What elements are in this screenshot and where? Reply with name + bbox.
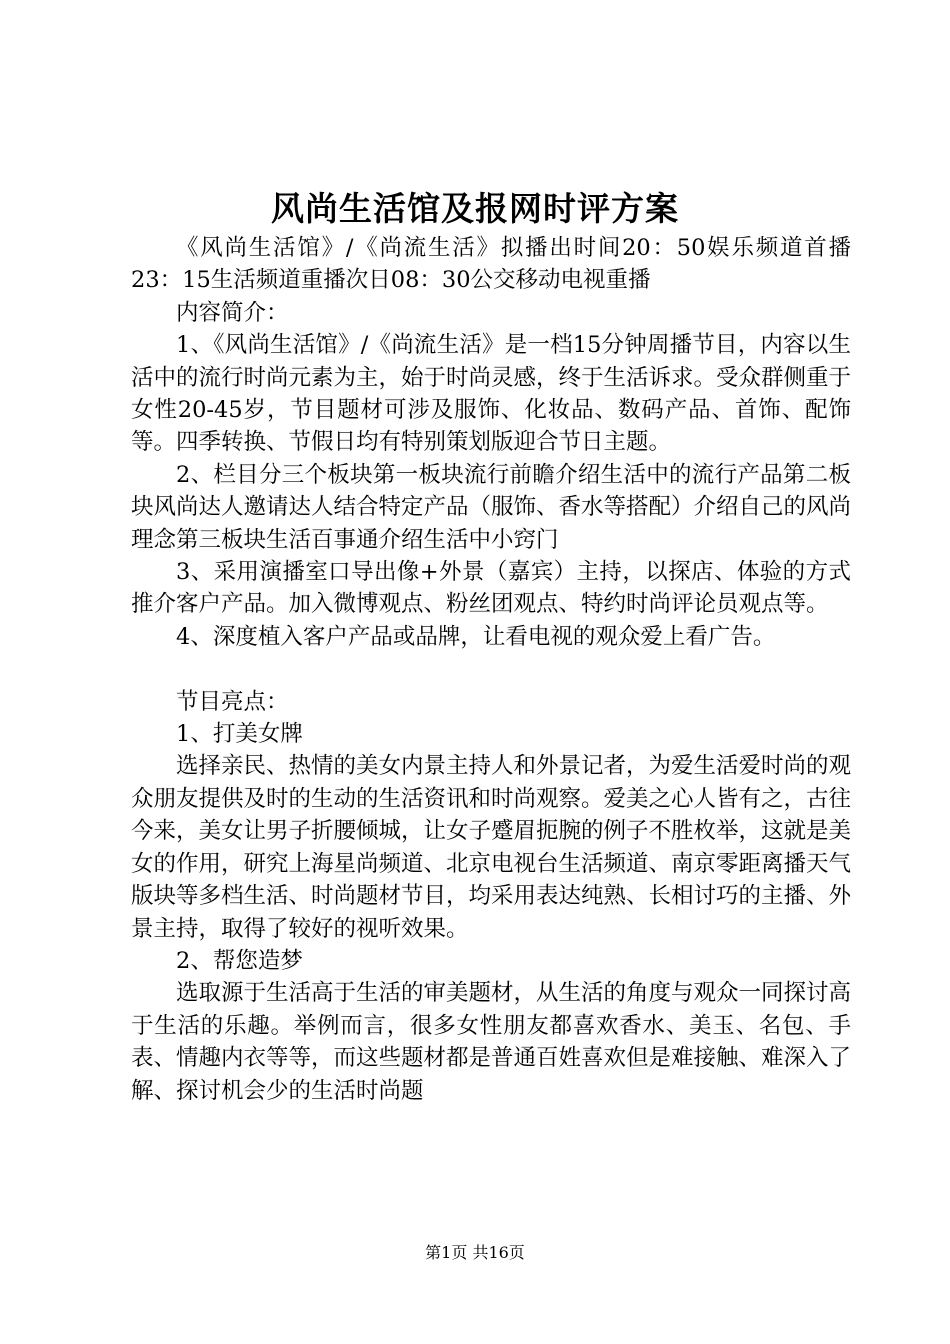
- paragraph-highlight-1-heading: 1、打美女牌: [176, 721, 303, 748]
- page-footer: 第1页 共16页: [425, 1243, 525, 1262]
- paragraph-point-3: 3、采用演播室口导出像+外景（嘉宾）主持，以探店、体验的方式推介客户产品。加入微博观点、粉丝团观点、特约时尚评论员观点等。: [131, 559, 851, 618]
- document-body: [131, 232, 851, 1107]
- paragraph-point-2: 2、栏目分三个板块第一板块流行前瞻介绍生活中的流行产品第二板块风尚达人邀请达人结合特定产品（服饰、香水等搭配）介绍自己的风尚理念第三板块生活百事通介绍生活中小窍门: [131, 461, 852, 553]
- paragraph-highlight-2-heading: 2、帮您造梦: [176, 947, 303, 974]
- paragraph-point-1: 1、《风尚生活馆》/《尚流生活》是一档15分钟周播节目，内容以生活中的流行时尚元素为主，始于时尚灵感，终于生活诉求。受众群侧重于女性20-45岁，节目题材可涉及服饰、化妆品、数码产品、首饰、配饰等。四季转换、节假日均有特别策划版迎合节日主题。: [131, 332, 852, 456]
- paragraph-highlights-heading: 节目亮点：: [176, 688, 289, 715]
- paragraph-highlight-2-body: 选取源于生活高于生活的审美题材，从生活的角度与观众一同探讨高于生活的乐趣。举例而言，很多女性朋友都喜欢香水、美玉、名包、手表、情趣内衣等等，而这些题材都是普通百姓喜欢但是难接触、难深入了解、探讨机会少的生活时尚题: [131, 980, 852, 1104]
- paragraph-content-intro-heading: 内容简介：: [176, 299, 289, 326]
- blank-line: [131, 653, 851, 685]
- paragraph-broadcast-schedule: 《风尚生活馆》/《尚流生活》拟播出时间20：50娱乐频道首播23：15生活频道重播次日08：30公交移动电视重播: [131, 235, 851, 294]
- page-title: 风尚生活馆及报网时评方案: [271, 189, 679, 228]
- paragraph-highlight-1-body: 选择亲民、热情的美女内景主持人和外景记者，为爱生活爱时尚的观众朋友提供及时的生动的生活资讯和时尚观察。爱美之心人皆有之，古往今来，美女让男子折腰倾城，让女子蹙眉扼腕的例子不胜枚举，这就是美女的作用，研究上海星尚频道、北京电视台生活频道、南京零距离播天气版块等多档生活、时尚题材节目，均采用表达纯熟、长相讨巧的主播、外景主持，取得了较好的视听效果。: [131, 753, 852, 942]
- paragraph-point-4: 4、深度植入客户产品或品牌，让看电视的观众爱上看广告。: [176, 623, 776, 650]
